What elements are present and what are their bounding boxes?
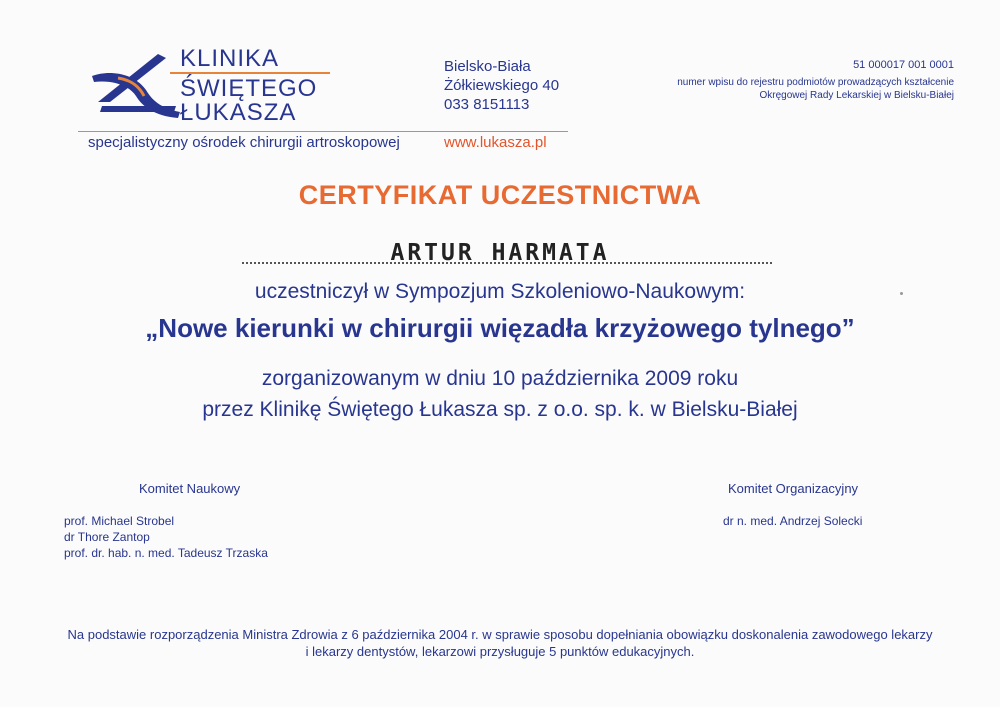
clinic-tagline: specjalistyczny ośrodek chirurgii artroskopowej [88, 134, 400, 151]
address-city: Bielsko-Biała [444, 58, 531, 75]
event-date-text: zorganizowanym w dniu 10 października 2009 roku [261, 367, 739, 390]
committee-member: prof. dr. hab. n. med. Tadeusz Trzaska [64, 546, 268, 560]
scan-speck [900, 292, 903, 295]
committee-member: dr Thore Zantop [64, 530, 150, 544]
footer-line1: Na podstawie rozporządzenia Ministra Zdrowia z 6 października 2004 r. w sprawie sposobu dopełniania obowiązku doskonalenia zawodowego lekarzy [67, 627, 933, 642]
participation-text: uczestniczył w Sympozjum Szkoleniowo-Naukowym: [254, 280, 746, 303]
registry-number: 51 000017 001 0001 [853, 59, 954, 71]
symposium-topic: „Nowe kierunki w chirurgii więzadła krzyżowego tylnego” [145, 313, 855, 343]
registry-line2: Okręgowej Rady Lekarskiej w Bielsku-Białej [759, 90, 954, 101]
organizing-committee-list [723, 513, 862, 529]
scientific-committee-list [64, 513, 268, 561]
participant-name: ARTUR HARMATA [390, 240, 610, 266]
clinic-website: www.lukasza.pl [444, 134, 547, 151]
certificate-title: CERTYFIKAT UCZESTNICTWA [298, 180, 702, 210]
header-divider [78, 131, 568, 132]
address-street: Żółkiewskiego 40 [444, 77, 560, 94]
clinic-logo-mark-icon [88, 50, 183, 122]
scientific-committee-heading: Komitet Naukowy [139, 481, 241, 496]
organizing-committee-heading: Komitet Organizacyjny [728, 481, 859, 496]
logo-text-line2: ŚWIĘTEGO [180, 75, 318, 102]
name-dotted-line [242, 262, 772, 264]
registry-line1: numer wpisu do rejestru podmiotów prowadzących kształcenie [677, 77, 954, 88]
committee-member: dr n. med. Andrzej Solecki [723, 514, 863, 528]
logo-text-line3: ŁUKASZA [180, 99, 297, 126]
address-phone: 033 8151113 [444, 96, 530, 113]
organizer-text: przez Klinikę Świętego Łukasza sp. z o.o. sp. k. w Bielsku-Białej [202, 398, 798, 421]
logo-orange-rule [170, 72, 330, 74]
legal-footer [0, 626, 1000, 660]
committee-member: prof. Michael Strobel [64, 514, 175, 528]
footer-line2: i lekarzy dentystów, lekarzowi przysługuje 5 punktów edukacyjnych. [305, 644, 695, 659]
logo-text-line1: KLINIKA [180, 45, 280, 72]
